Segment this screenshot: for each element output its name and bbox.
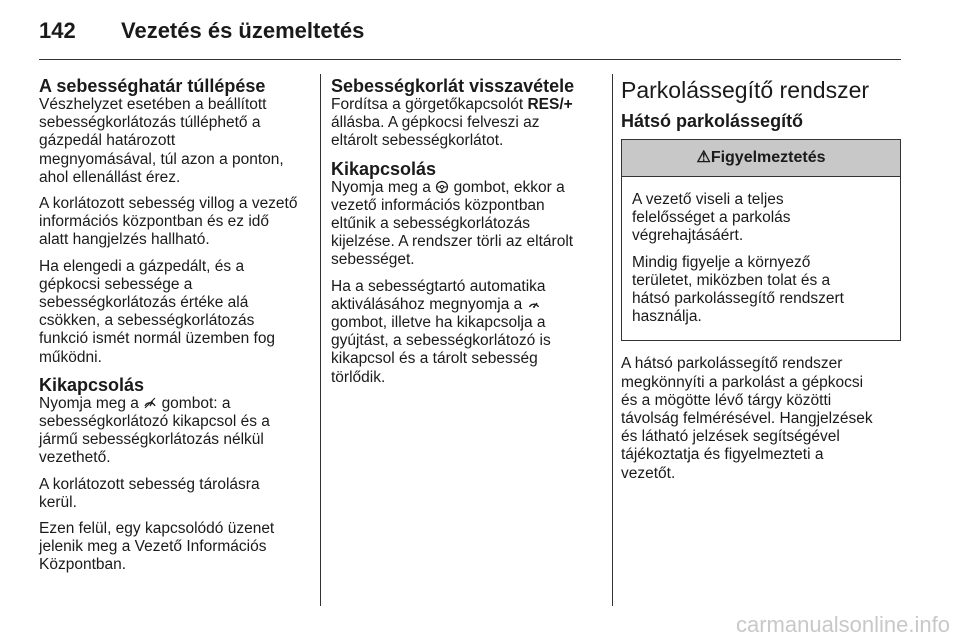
cruise-control-icon (527, 297, 541, 311)
paragraph: Nyomja meg a gombot, ekkor a vezető információs központban eltűnik a sebességkorlátozás kijelzése. A rendszer törli az eltárolt sebességet. (331, 178, 574, 269)
page-header (39, 18, 364, 44)
page-title: Vezetés és üzemeltetés (121, 18, 365, 43)
paragraph: Vészhelyzet esetében a beállított sebességkorlátozás túlléphető a gázpedál határozott megnyomásával, túl azon a ponton, ahol ellenállást érez. (39, 96, 284, 186)
column-divider (320, 74, 321, 606)
steering-wheel-icon (435, 180, 449, 194)
section-heading-overspeed: A sebességhatár túllépése (39, 76, 266, 96)
paragraph: A hátsó parkolássegítő rendszer megkönnyíti a parkolást a gépkocsi és a mögötte lévő tárgy közötti távolság felmérésével. Hangjelzések és látható jelzések segítségével tájékoztatja és figyelmezteti a vezetőt. (621, 355, 873, 482)
paragraph: Ha a sebességtartó automatika aktiválásához megnyomja a gombot, illetve ha kikapcsolja a gyújtást, a sebességkorlátozó is kikapcsol és a tárolt sebesség törlődik. (331, 277, 551, 386)
warning-triangle-icon: ⚠ (696, 148, 711, 166)
watermark: carmanualsonline.info (735, 612, 950, 637)
section-heading-deactivation: Kikapcsolás (331, 158, 437, 179)
section-heading-parking-assist: Parkolássegítő rendszer (621, 77, 870, 103)
paragraph: A korlátozott sebesség tárolásra kerül. (39, 475, 260, 511)
column-2 (331, 66, 603, 395)
column-3 (621, 66, 901, 491)
section-heading-resume: Sebességkorlát visszavétele (331, 76, 575, 96)
section-heading-deactivation: Kikapcsolás (39, 374, 145, 395)
warning-title: Figyelmeztetés (710, 148, 826, 166)
warning-body (622, 177, 900, 340)
subsection-heading-rear-parking-assist: Hátsó parkolássegítő (621, 111, 804, 131)
paragraph: A vezető viseli a teljes felelősséget a parkolás végrehajtásáért. (632, 191, 791, 245)
paragraph: A korlátozott sebesség villog a vezető információs központban és ez idő alatt hangjelzés hallható. (39, 195, 298, 249)
paragraph: Fordítsa a görgetőkapcsolót RES/+ állásba. A gépkocsi felveszi az eltárolt sebességkorlátot. (331, 96, 573, 150)
speed-limiter-icon (143, 396, 157, 410)
paragraph: Ha elengedi a gázpedált, és a gépkocsi sebessége a sebességkorlátozás értéke alá csökken, a sebességkorlátozás funkció ismét normál üzemben fog működni. (39, 257, 276, 366)
paragraph: Mindig figyelje a környező területet, miközben tolat és a hátsó parkolássegítő rendszert használja. (632, 253, 844, 326)
paragraph: Nyomja meg a gombot: a sebességkorlátozó kikapcsol és a jármű sebességkorlátozás nélkül vezethető. (39, 394, 270, 467)
warning-header (622, 140, 900, 177)
page-number: 142 (39, 18, 76, 43)
column-1 (39, 66, 311, 583)
header-rule (39, 59, 901, 60)
paragraph: Ezen felül, egy kapcsolódó üzenet jelenik meg a Vezető Információs Központban. (39, 520, 275, 574)
warning-box (621, 139, 901, 341)
column-divider (612, 74, 613, 606)
